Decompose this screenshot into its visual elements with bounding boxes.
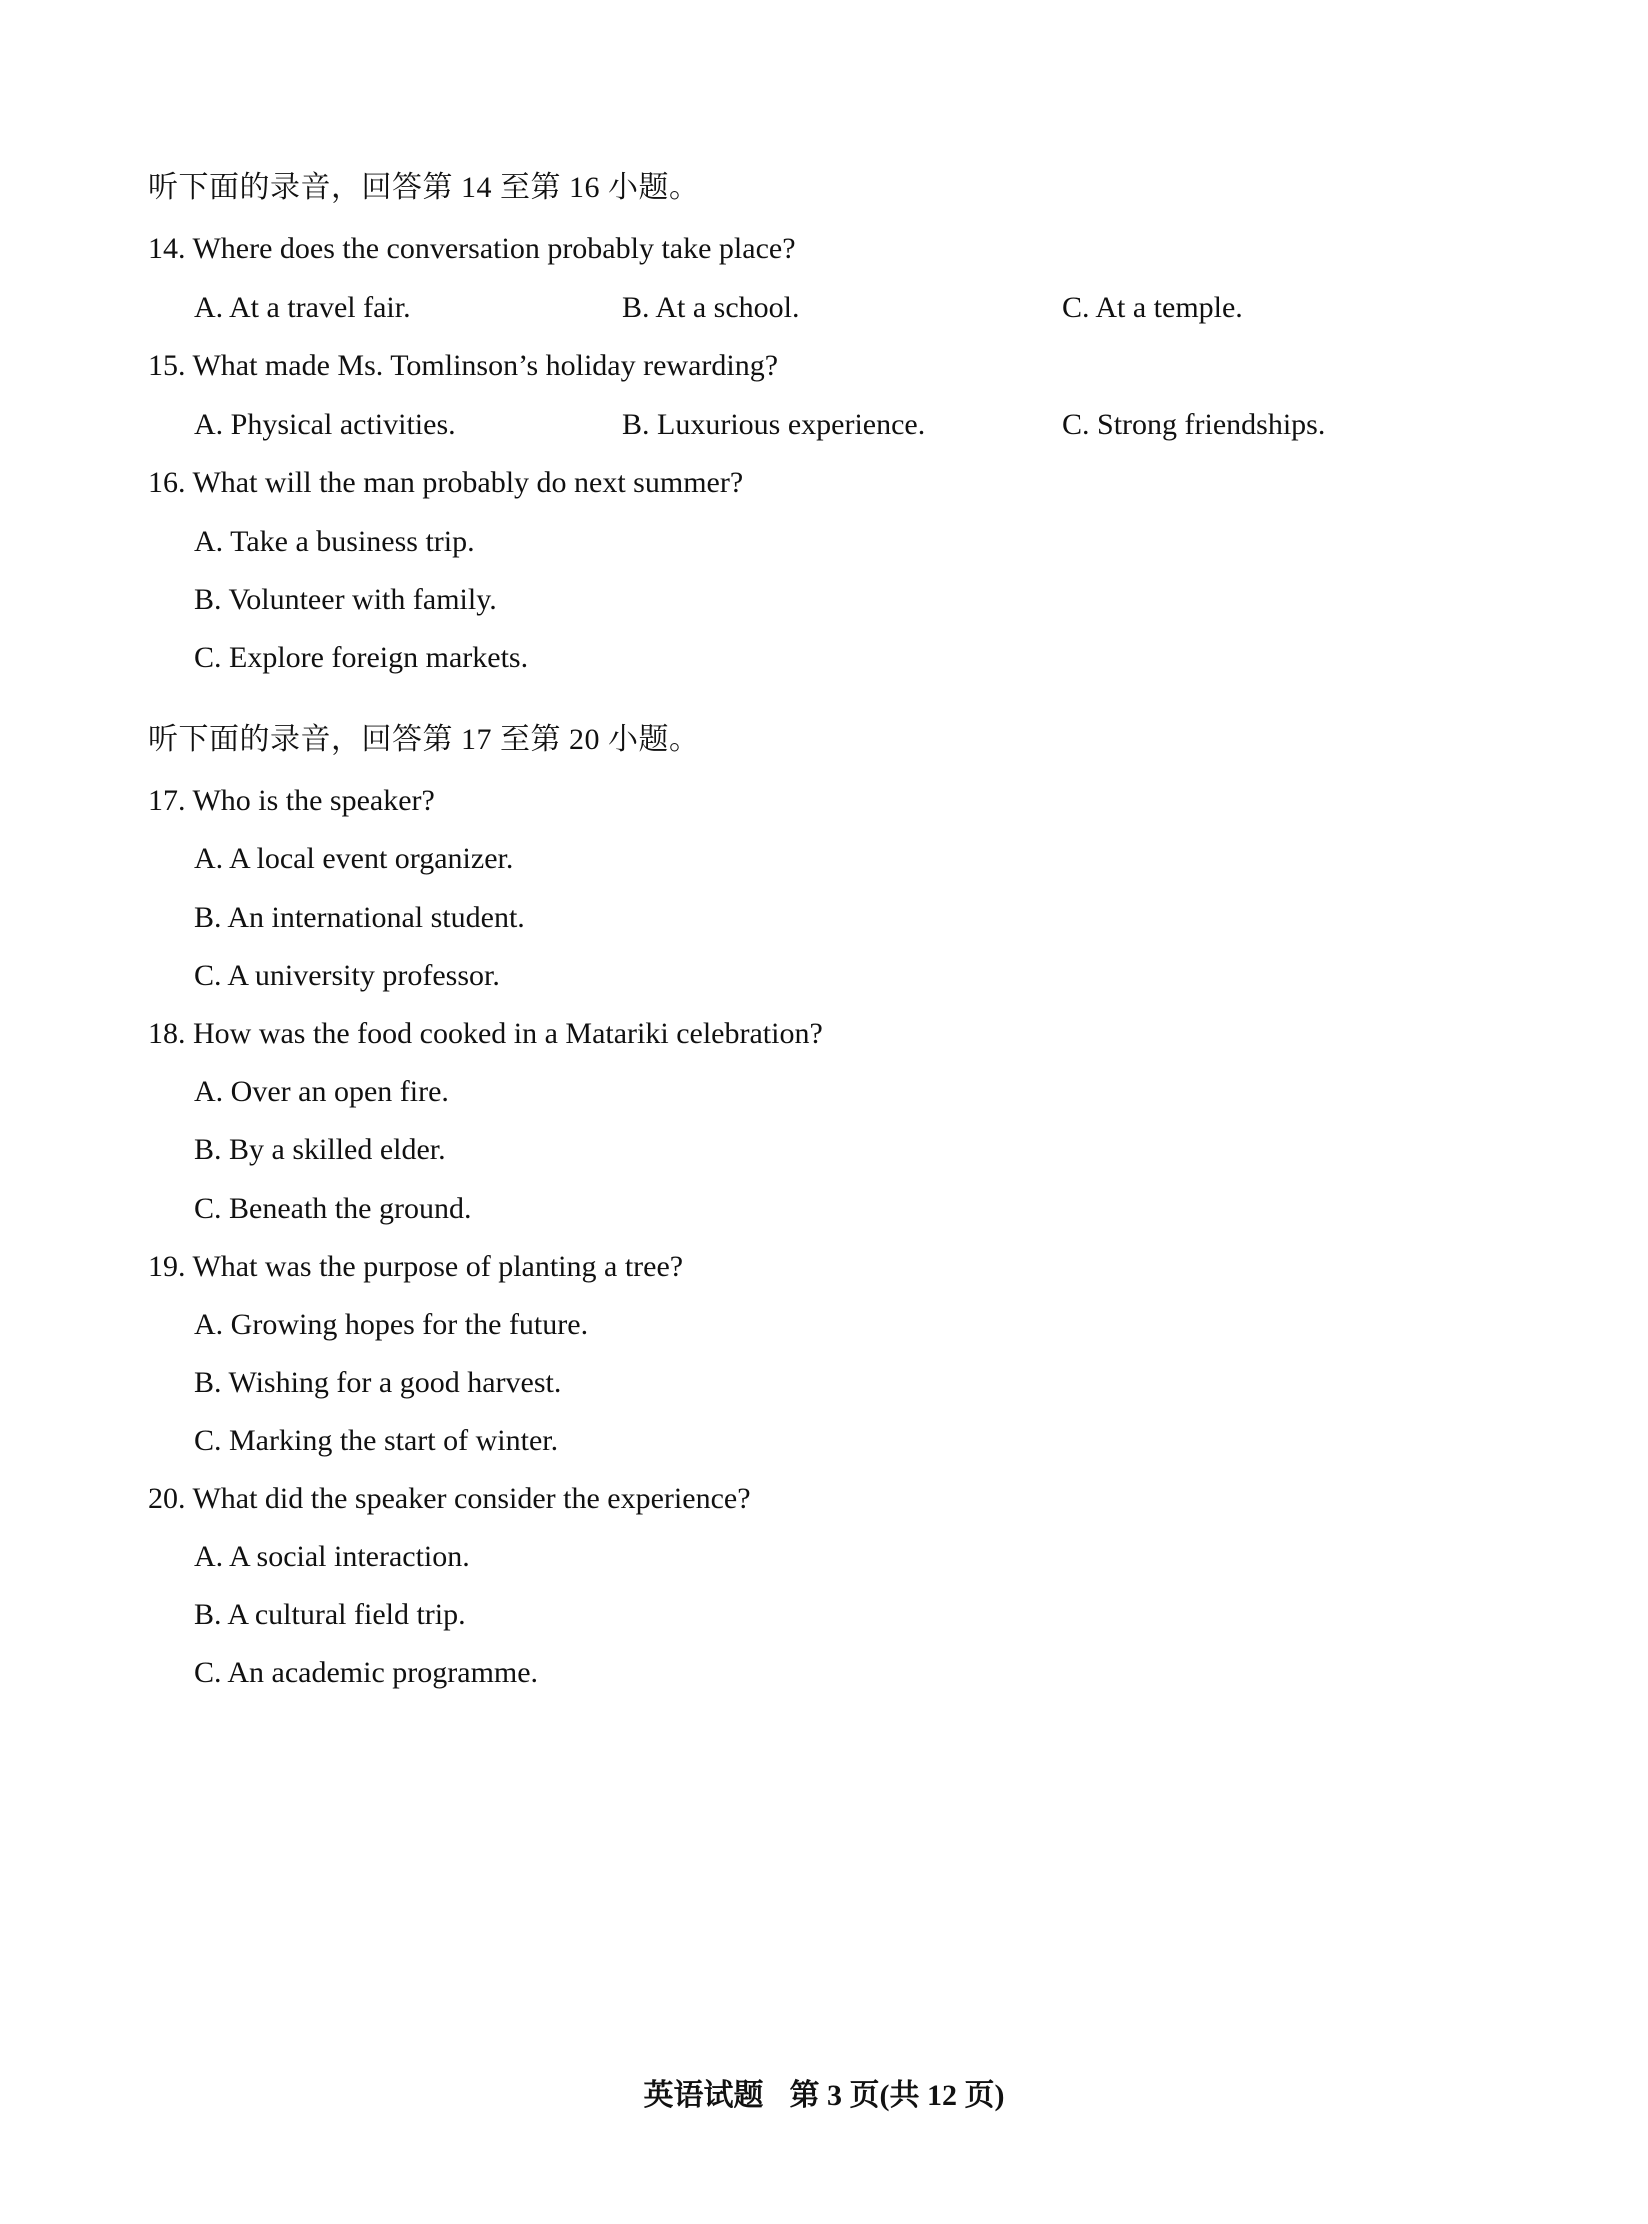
- question-20-option-b: B. A cultural field trip.: [194, 1598, 466, 1631]
- question-17-option-b: B. An international student.: [194, 901, 525, 934]
- question-14-option-b: B. At a school.: [622, 291, 800, 324]
- question-18-option-c: C. Beneath the ground.: [194, 1192, 472, 1225]
- question-18-option-a: A. Over an open fire.: [194, 1075, 449, 1108]
- question-18-option-b: B. By a skilled elder.: [194, 1133, 446, 1166]
- page-footer: [0, 2076, 1648, 2116]
- question-16-option-a: A. Take a business trip.: [194, 525, 475, 558]
- question-16-option-b: B. Volunteer with family.: [194, 583, 497, 616]
- question-20: 20. What did the speaker consider the experience?: [148, 1482, 751, 1515]
- question-17: 17. Who is the speaker?: [148, 784, 435, 817]
- question-19: 19. What was the purpose of planting a tree?: [148, 1250, 684, 1283]
- question-14: 14. Where does the conversation probably take place?: [148, 232, 796, 265]
- footer-page-number: 第 3 页(共 12 页): [789, 2079, 1005, 2112]
- question-19-option-b: B. Wishing for a good harvest.: [194, 1366, 562, 1399]
- footer-subject: 英语试题: [643, 2079, 764, 2112]
- question-20-option-c: C. An academic programme.: [194, 1656, 539, 1689]
- question-15-option-b: B. Luxurious experience.: [622, 408, 926, 441]
- question-15-option-c: C. Strong friendships.: [1062, 408, 1326, 441]
- section-1-instructions: 听下面的录音，回答第 14 至第 16 小题。: [148, 171, 700, 204]
- question-16-option-c: C. Explore foreign markets.: [194, 641, 529, 674]
- question-14-option-a: A. At a travel fair.: [194, 291, 411, 324]
- question-20-option-a: A. A social interaction.: [194, 1540, 470, 1573]
- question-14-option-c: C. At a temple.: [1062, 291, 1243, 324]
- question-16: 16. What will the man probably do next summer?: [148, 466, 744, 499]
- question-17-option-c: C. A university professor.: [194, 959, 500, 992]
- question-18: 18. How was the food cooked in a Matariki celebration?: [148, 1017, 823, 1050]
- section-2-instructions: 听下面的录音，回答第 17 至第 20 小题。: [148, 723, 700, 756]
- question-15-option-a: A. Physical activities.: [194, 408, 456, 441]
- question-19-option-a: A. Growing hopes for the future.: [194, 1308, 589, 1341]
- question-17-option-a: A. A local event organizer.: [194, 842, 514, 875]
- question-19-option-c: C. Marking the start of winter.: [194, 1424, 559, 1457]
- question-15: 15. What made Ms. Tomlinson’s holiday rewarding?: [148, 349, 779, 382]
